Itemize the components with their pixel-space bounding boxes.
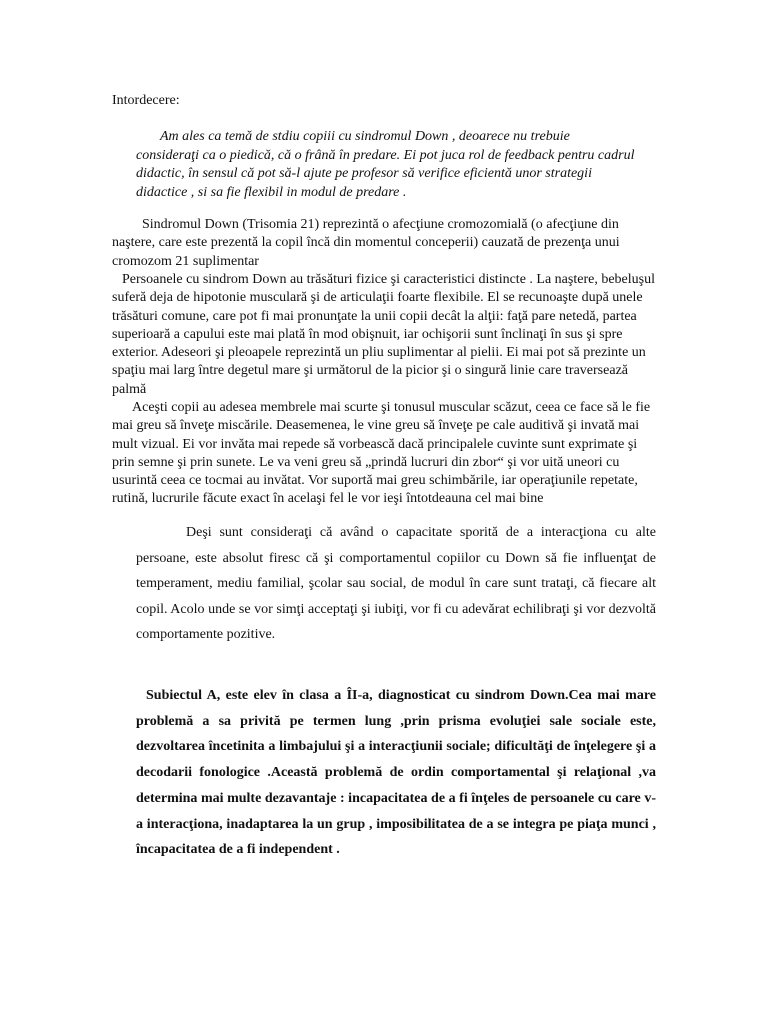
paragraph-behavior: Deşi sunt consideraţi că având o capacitate sporită de a interacţiona cu alte persoane, este absolut firesc că şi comportamentul copiilor cu Down să fie influenţat de temperament, mediu familial, şcolar sau social, de modul în care sunt trataţi, că fiecare alt copil. Acolo unde se vor simţi acceptaţi şi iubiţi, vor fi cu adevărat echilibraţi şi vor dezvoltă comportamente pozitive. [136, 525, 656, 642]
paragraph-definition: Sindromul Down (Trisomia 21) reprezintă o afecţiune cromozomială (o afecţiune din naştere, care este prezentă la copil încă din momentul conceperii) cauzată de prezenţa unui cromozom 21 suplimentar [112, 217, 620, 269]
paragraph-subject-a: Subiectul A, este elev în clasa a ÎI-a, diagnosticat cu sindrom Down.Cea mai mare problemă a sa privită pe termen lung ,prin prisma evoluţiei sale sociale este, dezvoltarea încetinita a limbajului şi a interacţiunii sociale; dificultăţi de înţelegere şi a decodarii fonologice .Această problemă de ordin comportamental şi relaţional ,va determina mai multe dezavantaje : incapacitatea de a fi înţeles de persoanele cu care v-a interacţiona, inadaptarea la un grup , imposibilitatea de a se integra pe piaţa munci , încapacitatea de a fi independent . [136, 688, 656, 858]
section-heading: Intordecere: [112, 93, 180, 108]
intro-italic-paragraph: Am ales ca temă de stdiu copiii cu sindromul Down , deoarece nu trebuie consideraţi ca o piedică, că o frână în predare. Ei pot juca rol de feedback pentru cadrul didactic, în sensul că pot să-l ajute pe profesor să verifice eficientă unor strategii didactice , si sa fie flexibil in modul de predare . [136, 129, 635, 200]
paragraph-physical-traits: Persoanele cu sindrom Down au trăsături fizice şi caracteristici distincte . La naştere, bebeluşul suferă deja de hipotonie musculară şi de articulaţii foarte flexibile. El se recunoaşte după unele trăsături comune, care pot fi mai pronunţate la unii copii decât la alţii: faţă pare netedă, partea superioară a capului este mai plată în mod obişnuit, iar ochişorii sunt înclinaţi în sus şi spre exterior. Adeseori şi pleoapele reprezintă un pliu suplimentar al pielii. Ei mai pot să prezinte un spaţiu mai larg între degetul mare şi următorul de la picior şi o singură linie care traversează palmă [112, 272, 655, 397]
paragraph-learning: Aceşti copii au adesea membrele mai scurte şi tonusul muscular scăzut, ceea ce face să le fie mai greu să înveţe miscările. Deasemenea, le vine greu să înveţe pe cale auditivă şi invată mai mult vizual. Ei vor invăta mai repede să vorbească dacă principalele cuvinte sunt exprimate şi prin semne şi prin sunete. Le va veni greu să „prindă lucruri din zbor“ şi vor uită uneori cu usurintă ceea ce tocmai au invătat. Vor suportă mai greu schimbările, iar operaţiunile repetate, rutină, lucrurile făcute exact în acelaşi fel le vor ieşi întotdeauna cel mai bine [112, 400, 651, 507]
